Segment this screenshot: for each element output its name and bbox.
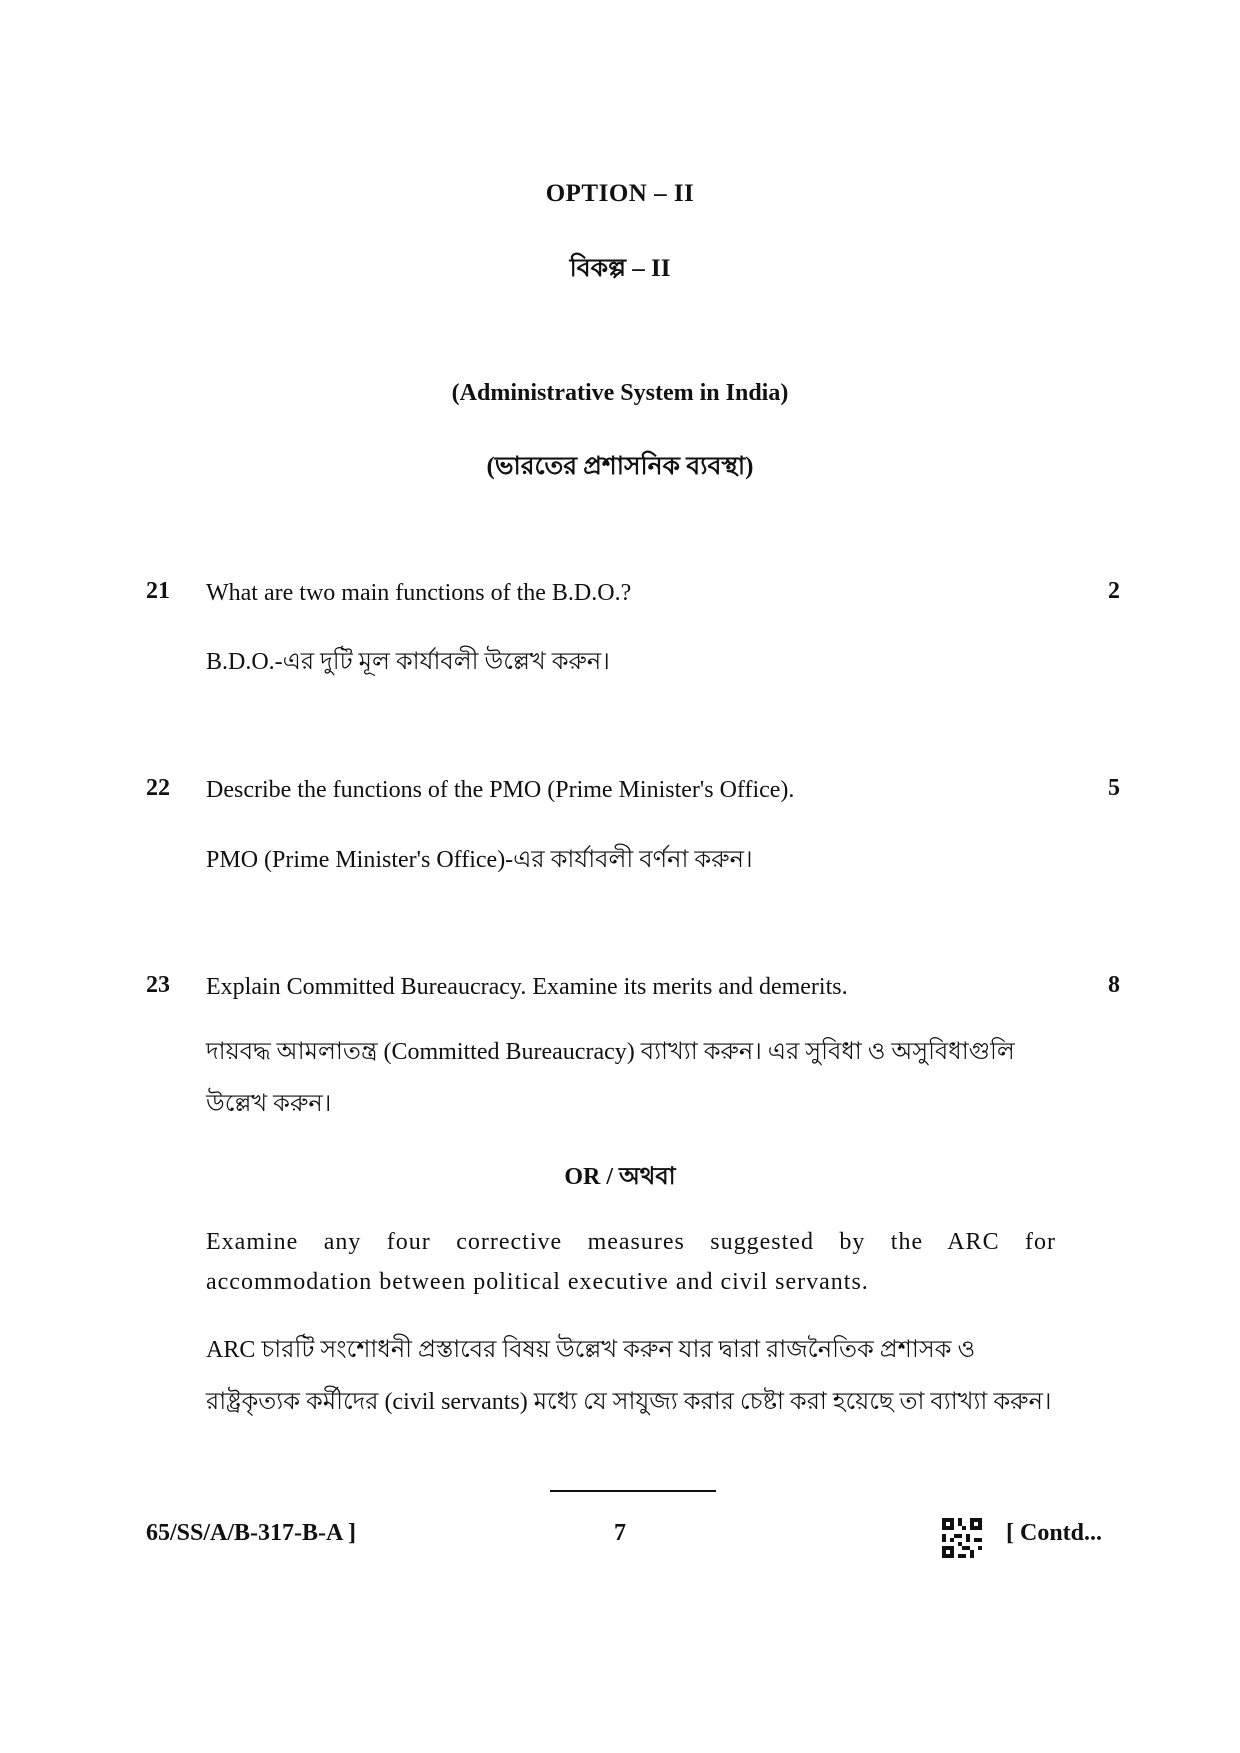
- alternative-question-text: Examine any four corrective measures suggested by the ARC for accommodation between political executive and civil servants.: [206, 1229, 1056, 1295]
- end-rule: [550, 1490, 716, 1492]
- question-marks: 8: [1108, 972, 1120, 998]
- question-text-bengali: দায়বদ্ধ আমলাতন্ত্র (Committed Bureaucracy) ব্যাখ্যা করুন। এর সুবিধা ও অসুবিধাগুলি উল্লেখ করুন।: [206, 1039, 1015, 1117]
- option-heading-bengali: বিকল্প – II: [569, 255, 671, 282]
- subject-heading: (Administrative System in India): [451, 380, 789, 406]
- or-divider: OR / অথবা: [564, 1164, 676, 1190]
- question-marks: 2: [1108, 578, 1120, 604]
- question-marks: 5: [1108, 775, 1120, 801]
- continued-label: [ Contd...: [1006, 1520, 1103, 1546]
- question-text: Describe the functions of the PMO (Prime Minister's Office).: [206, 777, 795, 803]
- page-number: 7: [614, 1520, 626, 1546]
- alternative-question-text-bengali: ARC চারটি সংশোধনী প্রস্তাবের বিষয় উল্লেখ করুন যার দ্বারা রাজনৈতিক প্রশাসক ও রাষ্ট্রকৃত্যক কর্মীদের (civil servants) মধ্যে যে সাযুজ্য করার চেষ্টা করা হয়েছে তা ব্যাখ্যা করুন।: [206, 1337, 1052, 1415]
- question-text: Explain Committed Bureaucracy. Examine its merits and demerits.: [206, 974, 848, 1000]
- question-text-bengali: B.D.O.-এর দুটি মূল কার্যাবলী উল্লেখ করুন।: [206, 649, 610, 675]
- question-number: 22: [146, 775, 170, 801]
- paper-code: 65/SS/A/B-317-B-A ]: [146, 1520, 357, 1546]
- qr-code-icon: [942, 1518, 982, 1558]
- question-number: 21: [146, 578, 170, 604]
- subject-heading-bengali: (ভারতের প্রশাসনিক ব্যবস্থা): [486, 453, 754, 480]
- question-number: 23: [146, 972, 170, 998]
- question-text-bengali: PMO (Prime Minister's Office)-এর কার্যাবলী বর্ণনা করুন।: [206, 847, 753, 873]
- option-heading: OPTION – II: [545, 180, 695, 207]
- question-text: What are two main functions of the B.D.O.?: [206, 580, 632, 606]
